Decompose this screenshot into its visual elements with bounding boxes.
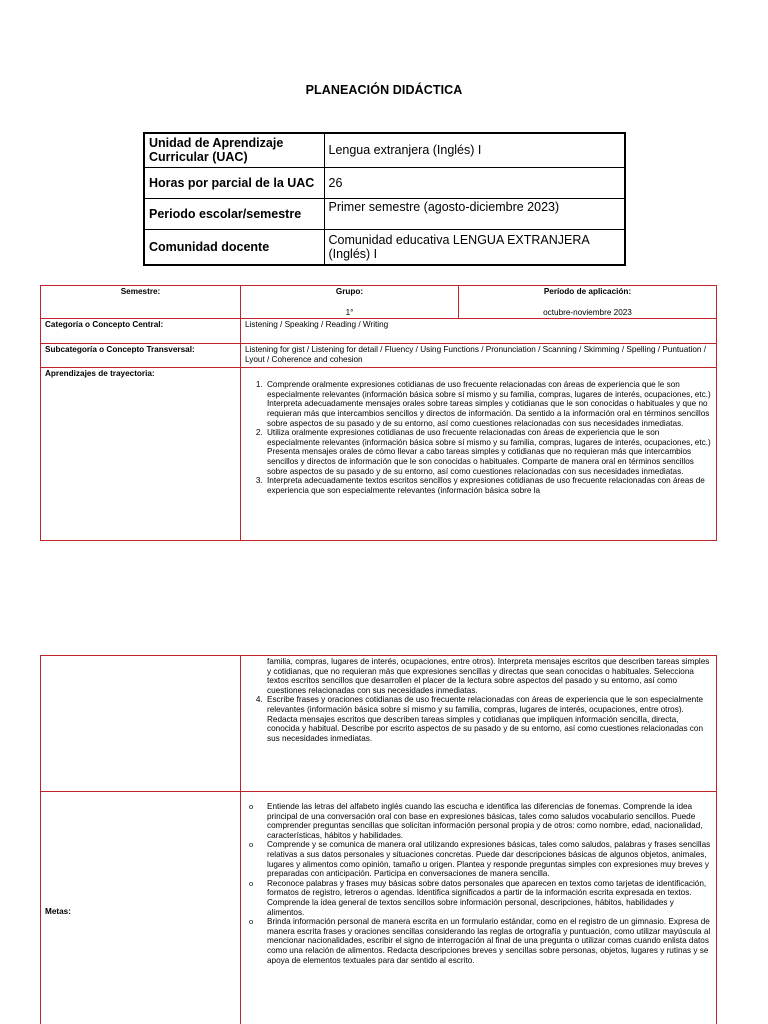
empty-label-cell: [41, 656, 241, 792]
uac-label: Comunidad docente: [144, 229, 324, 265]
subcategoria-row: [41, 344, 717, 368]
categoria-value: Listening / Speaking / Reading / Writing: [241, 319, 717, 344]
aprendizajes-continued-cell: [241, 656, 717, 792]
aprendizajes-cell: [241, 368, 717, 541]
uac-label: Periodo escolar/semestre: [144, 198, 324, 229]
header-row: [41, 286, 717, 319]
aprendizaje-item: 1. Comprende oralmente expresiones cotidianas de uso frecuente relacionadas con áreas de experiencia que le son especialmente relevantes (información básica sobre sí mismo y su familia, compras, lugares de interés, ocupaciones, etc.) Interpreta adecuadamente mensajes orales sobre tareas simples y cotidianas que le son conocidas o habituales y que no requieran más que intercambios sencillos y directos de información. Da sentido a la información oral en términos sencillos sobre aspectos de su pasado y de su entorno, así como cuestiones relacionadas con sus necesidades inmediatas.: [265, 380, 712, 428]
aprendizajes-label: Aprendizajes de trayectoria:: [41, 368, 241, 541]
subcategoria-label: Subcategoría o Concepto Transversal:: [41, 344, 241, 368]
planning-table-page1: [40, 285, 717, 541]
categoria-label: Categoría o Concepto Central:: [41, 319, 241, 344]
uac-row-unidad: [144, 133, 625, 167]
uac-value: 26: [324, 167, 625, 198]
aprendizajes-list: [245, 380, 712, 495]
semestre-label: Semestre:: [41, 286, 241, 319]
meta-item: o Brinda información personal de manera escrita en un formulario estándar, como en el registro de un gimnasio. Expresa de manera escrita frases y oraciones sencillas considerando las reglas de ortografía y puntuación, como utilizar mayúscula al mencionar nacionalidades, escribir el signo de interrogación al final de una pregunta o utilizar comas cuando enlista datos como una relación de alimentos. Redacta descripciones breves y sencillas sobre personas, objetos, lugares y rutinas y se apoya de elementos textuales para dar sentido al escrito.: [265, 917, 712, 965]
meta-item: o Entiende las letras del alfabeto inglés cuando las escucha e identifica las diferencias de fonemas. Comprende la idea principal de una conversación oral con base en expresiones básicas, tales como saludos vocabulario sencillos. Puede comprender preguntas sencillas que solicitan información personal propia y de otros: como nombre, edad, nacionalidad, características, hábitos y habilidades.: [265, 802, 712, 840]
aprendizaje-item: 4. Escribe frases y oraciones cotidianas de uso frecuente relacionadas con áreas de experiencia que le son especialmente relevantes (información básica sobre sí mismo y su familia, compras, lugares de interés, ocupaciones, entre otros). Redacta mensajes escritos que describen tareas simples y cotidianas que impliquen información sencilla, directa, conocida y habitual. Describe por escrito aspectos de su pasado y de su entorno, así como cuestiones relacionadas con sus necesidades inmediatas.: [265, 695, 712, 743]
periodo-value: octubre-noviembre 2023: [543, 307, 632, 317]
periodo-label: Período de aplicación:: [543, 287, 632, 296]
aprendizajes-list-continued: [245, 695, 712, 743]
meta-item: o Comprende y se comunica de manera oral utilizando expresiones básicas, tales como saludos, palabras y frases sencillas relativas a sus datos personales y situaciones concretas. Puede dar descripciones básicas de algunos objetos, animales, lugares y alimentos como opinión, tamaño u origen. Plantea y responde preguntas simples con expresiones muy breves y preparadas con anticipación. Participa en conversaciones de manera sencilla.: [265, 840, 712, 878]
metas-row: [41, 792, 717, 1024]
uac-value: Comunidad educativa LENGUA EXTRANJERA (Inglés) I: [324, 229, 625, 265]
meta-item: o Reconoce palabras y frases muy básicas sobre datos personales que aparecen en textos como tarjetas de identificación, formatos de registro, letreros o agendas. Identifica significados a partir de la información escrita expresada en textos. Comprende la idea general de textos sencillos sobre información personal, descripciones, hábitos, habilidades y alimentos.: [265, 879, 712, 917]
aprendizaje-item: 3. Interpreta adecuadamente textos escritos sencillos y expresiones cotidianas de uso frecuente relacionadas con áreas de experiencia que son especialmente relevantes (información básica sobre la: [265, 476, 712, 495]
grupo-cell: [241, 286, 459, 319]
uac-value: Primer semestre (agosto-diciembre 2023): [324, 198, 625, 229]
grupo-value: 1°: [345, 307, 354, 317]
uac-row-horas: [144, 167, 625, 198]
metas-label: Metas:: [41, 792, 241, 1024]
aprendizajes-content: [245, 369, 712, 539]
uac-value: Lengua extranjera (Inglés) I: [324, 133, 625, 167]
metas-list: [245, 802, 712, 965]
uac-row-comunidad: [144, 229, 625, 265]
aprendizaje-item: 2. Utiliza oralmente expresiones cotidianas de uso frecuente relacionadas con áreas de experiencia que le son especialmente relevantes (información básica sobre sí mismo y su familia, compras, lugares de interés, ocupaciones, etc.) Presenta mensajes orales de cómo llevar a cabo tareas simples y cotidianas que no requieran más que intercambios sencillos y directos de información que le son conocidas o habituales. Comparte de manera oral en términos sencillos sobre aspectos de su pasado y de su entorno, así como cuestiones relacionadas con sus necesidades inmediatas.: [265, 428, 712, 476]
metas-cell: [241, 792, 717, 1024]
uac-table: [143, 132, 626, 266]
document-title: PLANEACIÓN DIDÁCTICA: [305, 83, 463, 97]
uac-row-periodo: [144, 198, 625, 229]
periodo-cell: [459, 286, 717, 319]
uac-label: Unidad de Aprendizaje Curricular (UAC): [144, 133, 324, 167]
grupo-label: Grupo:: [335, 287, 364, 296]
uac-label: Horas por parcial de la UAC: [144, 167, 324, 198]
categoria-row: [41, 319, 717, 344]
aprendizajes-row: [41, 368, 717, 541]
subcategoria-value: Listening for gist / Listening for detail / Fluency / Using Functions / Pronunciation / Scanning / Skimming / Spelling / Puntuation / Lyout / Coherence and cohesion: [241, 344, 717, 368]
planning-table-page2: [40, 655, 717, 1024]
aprendizaje-item-continued: familia, compras, lugares de interés, ocupaciones, entre otros). Interpreta mensajes escritos que describen tareas simples y cotidianas, que no requieran más que expresiones sencillas y directas que sean conocidas o habituales. Selecciona textos escritos sencillos que desarrollen el placer de la lectura sobre aspectos del pasado y su entorno, así como cuestiones relacionadas con sus necesidades inmediatas.: [267, 657, 710, 695]
aprendizajes-continued-row: [41, 656, 717, 792]
